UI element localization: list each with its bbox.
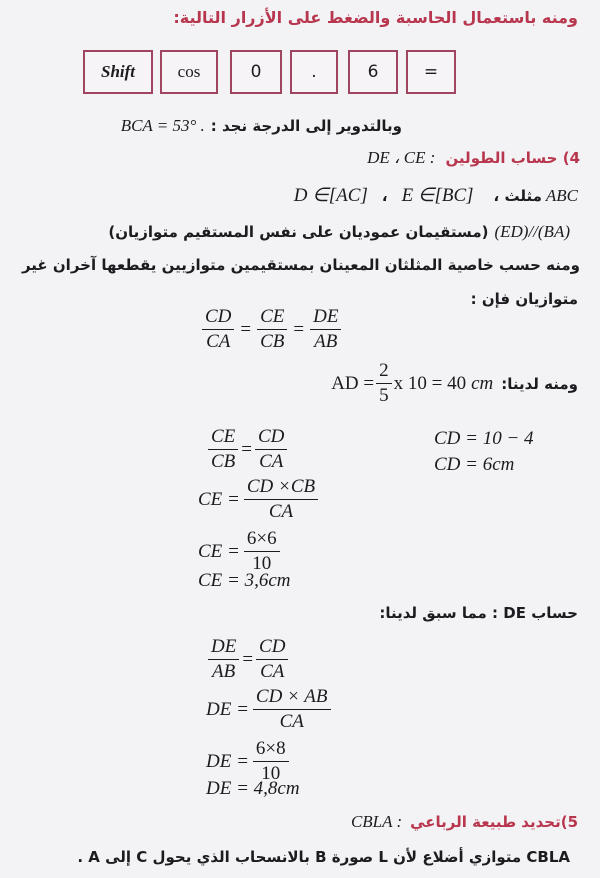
key-shift <box>83 50 153 94</box>
angle-result: BCA = 53° . <box>120 116 205 135</box>
key-label: 0 <box>250 62 262 82</box>
ce-result: CE = 3,6cm <box>198 570 291 591</box>
cd-line-2: CD = 6cm <box>434 454 515 475</box>
key-label: cos <box>177 62 201 81</box>
ratio-num-1: CD <box>202 306 234 330</box>
ratio-den-2: CB <box>260 331 285 352</box>
lhs: CE = <box>198 488 240 510</box>
ratio-den-1: CA <box>206 331 231 352</box>
triangle-abc: ABC <box>545 185 578 205</box>
frac-num: 6×8 <box>253 738 289 762</box>
property-line-1: ومنه حسب خاصية المثلثان المعينان بمستقيمين متوازيين يقطعها آخران غير <box>21 256 580 274</box>
parallel-reason: (مستقيمان عموديان على نفس المستقيم متوازيان) <box>108 223 489 241</box>
ce-step-1: $\frac{CE}{CB}$ = $\frac{CD}{CA}$ <box>206 426 289 473</box>
section4-heading <box>367 148 580 168</box>
frac-num: CD <box>255 426 287 450</box>
de-intro <box>379 604 578 622</box>
ratio-den-3: AB <box>314 331 338 352</box>
frac-den: 10 <box>252 553 272 574</box>
key-label: . <box>311 62 317 82</box>
section5-conclusion: CBLA متوازي أضلاع لأن L صورة B بالانسحاب الذي يحول C إلى A . <box>77 848 570 866</box>
ratio-num-3: DE <box>310 306 341 330</box>
key-dot <box>290 50 338 94</box>
ce-step-2 <box>198 476 320 523</box>
key-zero <box>230 50 282 94</box>
lhs: DE = <box>206 750 249 772</box>
ad-line <box>331 360 578 407</box>
key-six <box>348 50 398 94</box>
lhs: CE = <box>198 540 240 562</box>
section4-vars: DE ، CE : <box>367 148 436 167</box>
frac-den: CA <box>279 711 304 732</box>
frac-den: AB <box>212 661 236 682</box>
de-step-1: $\frac{DE}{AB}$ = $\frac{CD}{CA}$ <box>206 636 290 683</box>
key-label: 6 <box>367 62 379 82</box>
we-have-label: ومنه لدينا: <box>501 374 578 393</box>
frac-num: 6×6 <box>244 528 280 552</box>
parallel-statement: (ED)//(BA) <box>494 222 570 241</box>
e-on-bc: E ∈[BC] <box>401 185 474 206</box>
parallel-line <box>108 222 570 242</box>
key-label: = <box>423 62 439 82</box>
frac-den: CB <box>211 451 236 472</box>
section5-shape: CBLA : <box>350 812 403 831</box>
frac-den: CA <box>259 451 284 472</box>
ad-expression <box>331 360 493 407</box>
frac-den: 10 <box>261 763 281 784</box>
frac-num: DE <box>208 636 239 660</box>
separator: ، <box>381 186 388 205</box>
key-equals <box>406 50 456 94</box>
de-intro-text: حساب DE : مما سبق لدينا: <box>379 604 578 622</box>
ad-num: 2 <box>376 360 392 384</box>
frac-num: CD <box>256 636 288 660</box>
section4-title: 4) حساب الطولين <box>445 149 580 167</box>
ad-lhs: AD = <box>331 372 375 394</box>
ce-step-3 <box>198 528 282 575</box>
rounding-line <box>121 116 402 136</box>
key-cos <box>160 50 218 94</box>
given-label: مثلث ، <box>493 186 542 205</box>
section5-heading <box>351 812 578 832</box>
ratio-equality: $\frac{CD}{CA}$ = $\frac{CE}{CB}$ = $\frac{DE}{AB}$ <box>200 306 343 353</box>
rounding-text: وبالتدوير إلى الدرجة نجد : <box>210 117 402 135</box>
given-line <box>294 184 578 207</box>
frac-num: CD × AB <box>253 686 331 710</box>
frac-num: CD ×CB <box>244 476 318 500</box>
d-on-ac: D ∈[AC] <box>293 185 368 206</box>
ad-den: 5 <box>379 385 389 406</box>
lhs: DE = <box>206 698 249 720</box>
cd-line-1: CD = 10 − 4 <box>434 428 534 449</box>
de-step-2 <box>206 686 333 733</box>
ad-rhs: x 10 = 40 <box>393 372 467 394</box>
frac-den: CA <box>260 661 285 682</box>
section5-title: 5)تحديد طبيعة الرباعي <box>410 813 578 831</box>
ratio-num-2: CE <box>257 306 287 330</box>
property-line-2: متوازيان فإن : <box>470 290 578 308</box>
ad-unit: cm <box>471 372 494 394</box>
frac-den: CA <box>268 501 294 522</box>
de-result: DE = 4,8cm <box>206 778 300 799</box>
frac-num: CE <box>208 426 238 450</box>
key-label: Shift <box>100 62 136 81</box>
intro-text: ومنه باستعمال الحاسبة والضغط على الأزرار التالية: <box>173 8 578 27</box>
